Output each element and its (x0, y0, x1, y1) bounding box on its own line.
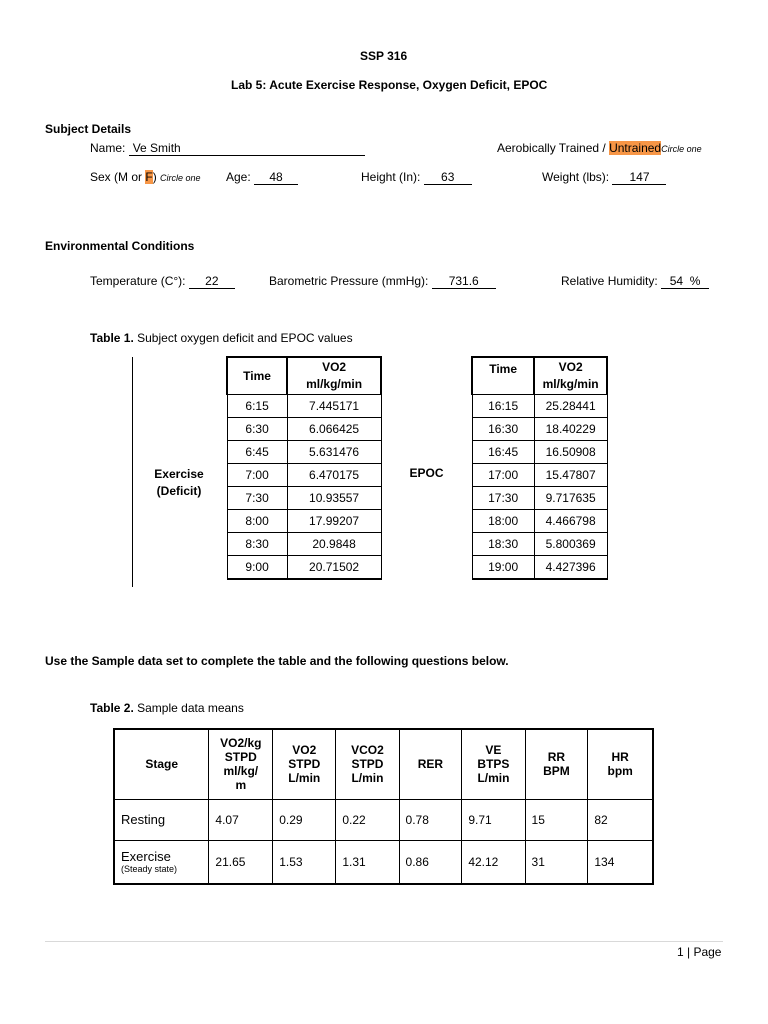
epoc-row (472, 463, 607, 486)
epoc-row (472, 417, 607, 440)
exercise-vo2-cell: 5.631476 (287, 440, 381, 463)
age-field (226, 170, 298, 185)
pressure-value: 731.6 (432, 275, 496, 289)
table1-caption (90, 331, 353, 345)
exercise-row (227, 509, 381, 532)
temperature-label: Temperature (C°): (90, 274, 186, 288)
exercise-row (227, 394, 381, 417)
epoc-row (472, 532, 607, 555)
table2-caption-label: Table 2. (90, 701, 134, 715)
epoc-time-cell: 19:00 (472, 555, 534, 579)
table2-caption (90, 701, 244, 715)
epoc-vo2-cell: 5.800369 (534, 532, 607, 555)
vco2-cell: 1.31 (336, 840, 399, 884)
rr-cell: 31 (525, 840, 588, 884)
sample-means-table (113, 728, 654, 885)
exercise-time-cell: 8:00 (227, 509, 287, 532)
epoc-row (472, 440, 607, 463)
sex-label: Sex (M or (90, 170, 143, 184)
exercise-time-cell: 6:30 (227, 417, 287, 440)
weight-label: Weight (lbs): (542, 170, 610, 184)
height-label: Height (In): (361, 170, 421, 184)
sex-label-close: ) (152, 170, 157, 184)
epoc-row (472, 509, 607, 532)
hr-cell: 134 (588, 840, 653, 884)
lab-title: Lab 5: Acute Exercise Response, Oxygen Deficit, EPOC (231, 78, 548, 92)
exercise-vo2-header: VO2 ml/kg/min (287, 357, 381, 394)
rer-header: RER (399, 729, 462, 799)
page-number: 1 | Page (677, 945, 722, 959)
epoc-vo2-cell: 9.717635 (534, 486, 607, 509)
weight-field (542, 170, 666, 185)
pressure-label: Barometric Pressure (mmHg): (269, 274, 429, 288)
vo2-cell: 1.53 (273, 840, 336, 884)
exercise-vo2-cell: 6.066425 (287, 417, 381, 440)
exercise-vo2-cell: 20.9848 (287, 532, 381, 555)
rer-cell: 0.86 (399, 840, 462, 884)
age-label: Age: (226, 170, 251, 184)
training-prefix: Aerobically Trained / (497, 141, 606, 155)
exercise-row (227, 440, 381, 463)
sex-field (90, 170, 201, 184)
epoc-time-cell: 18:00 (472, 509, 534, 532)
hr-header: HR bpm (588, 729, 653, 799)
vo2kg-header: VO2/kg STPD ml/kg/ m (209, 729, 273, 799)
environment-heading: Environmental Conditions (45, 239, 195, 253)
height-field (361, 170, 472, 185)
name-row (90, 141, 365, 156)
exercise-vo2-cell: 17.99207 (287, 509, 381, 532)
exercise-time-cell: 7:30 (227, 486, 287, 509)
epoc-vo2-cell: 18.40229 (534, 417, 607, 440)
humidity-label: Relative Humidity: (561, 274, 658, 288)
epoc-row (472, 486, 607, 509)
humidity-value: 54 % (661, 275, 709, 289)
vco2-cell: 0.22 (336, 799, 399, 840)
epoc-row (472, 394, 607, 417)
stage-header: Stage (114, 729, 209, 799)
exercise-vo2-cell: 10.93557 (287, 486, 381, 509)
ve-cell: 9.71 (462, 799, 525, 840)
epoc-vo2-cell: 16.50908 (534, 440, 607, 463)
exercise-table (226, 356, 382, 580)
epoc-vo2-cell: 15.47807 (534, 463, 607, 486)
hr-cell: 82 (588, 799, 653, 840)
table1-caption-label: Table 1. (90, 331, 134, 345)
epoc-time-cell: 18:30 (472, 532, 534, 555)
name-value: Ve Smith (129, 142, 365, 156)
rer-cell: 0.78 (399, 799, 462, 840)
name-label: Name: (90, 141, 126, 155)
temperature-field (90, 274, 235, 289)
rr-cell: 15 (525, 799, 588, 840)
vco2-header: VCO2 STPD L/min (336, 729, 399, 799)
exercise-row (227, 486, 381, 509)
height-value: 63 (424, 171, 472, 185)
epoc-vo2-header: VO2 ml/kg/min (534, 357, 607, 394)
exercise-time-cell: 6:15 (227, 394, 287, 417)
exercise-row (227, 532, 381, 555)
exercise-vo2-cell: 20.71502 (287, 555, 381, 579)
footer-divider (45, 941, 723, 942)
stage-cell: Resting (114, 799, 209, 840)
exercise-time-cell: 9:00 (227, 555, 287, 579)
epoc-row (472, 555, 607, 579)
table-row (114, 799, 653, 840)
epoc-vo2-cell: 25.28441 (534, 394, 607, 417)
table1-caption-text: Subject oxygen deficit and EPOC values (133, 331, 353, 345)
exercise-deficit-label: Exercise (Deficit) (154, 467, 204, 498)
course-title: SSP 316 (360, 49, 408, 63)
epoc-vo2-cell: 4.427396 (534, 555, 607, 579)
epoc-time-cell: 16:15 (472, 394, 534, 417)
vo2-header: VO2 STPD L/min (273, 729, 336, 799)
sex-selected: F (145, 170, 153, 184)
weight-value: 147 (612, 171, 666, 185)
vo2kg-cell: 21.65 (209, 840, 273, 884)
training-selected: Untrained (609, 141, 662, 155)
age-value: 48 (254, 171, 298, 185)
exercise-time-cell: 6:45 (227, 440, 287, 463)
exercise-vo2-cell: 6.470175 (287, 463, 381, 486)
exercise-time-cell: 7:00 (227, 463, 287, 486)
rr-header: RR BPM (525, 729, 588, 799)
epoc-time-cell: 16:45 (472, 440, 534, 463)
vo2-cell: 0.29 (273, 799, 336, 840)
sex-circle-note: Circle one (160, 173, 201, 183)
stage-cell: Exercise (Steady state) (114, 840, 209, 884)
ve-cell: 42.12 (462, 840, 525, 884)
table2-caption-text: Sample data means (133, 701, 244, 715)
epoc-time-cell: 17:00 (472, 463, 534, 486)
ve-header: VE BTPS L/min (462, 729, 525, 799)
exercise-time-header: Time (227, 357, 287, 394)
exercise-row (227, 417, 381, 440)
temperature-value: 22 (189, 275, 235, 289)
epoc-time-header: Time (472, 357, 534, 394)
epoc-vo2-cell: 4.466798 (534, 509, 607, 532)
epoc-label: EPOC (409, 466, 444, 480)
training-circle-note: Circle one (661, 144, 702, 154)
exercise-vo2-cell: 7.445171 (287, 394, 381, 417)
humidity-field (561, 274, 709, 289)
exercise-row (227, 555, 381, 579)
epoc-table (471, 356, 608, 580)
subject-details-heading: Subject Details (45, 122, 132, 136)
epoc-time-cell: 17:30 (472, 486, 534, 509)
table-row (114, 840, 653, 884)
epoc-time-cell: 16:30 (472, 417, 534, 440)
vo2kg-cell: 4.07 (209, 799, 273, 840)
training-status (497, 141, 702, 155)
exercise-row (227, 463, 381, 486)
pressure-field (269, 274, 496, 289)
instruction-text: Use the Sample data set to complete the table and the following questions below. (45, 654, 509, 668)
exercise-time-cell: 8:30 (227, 532, 287, 555)
